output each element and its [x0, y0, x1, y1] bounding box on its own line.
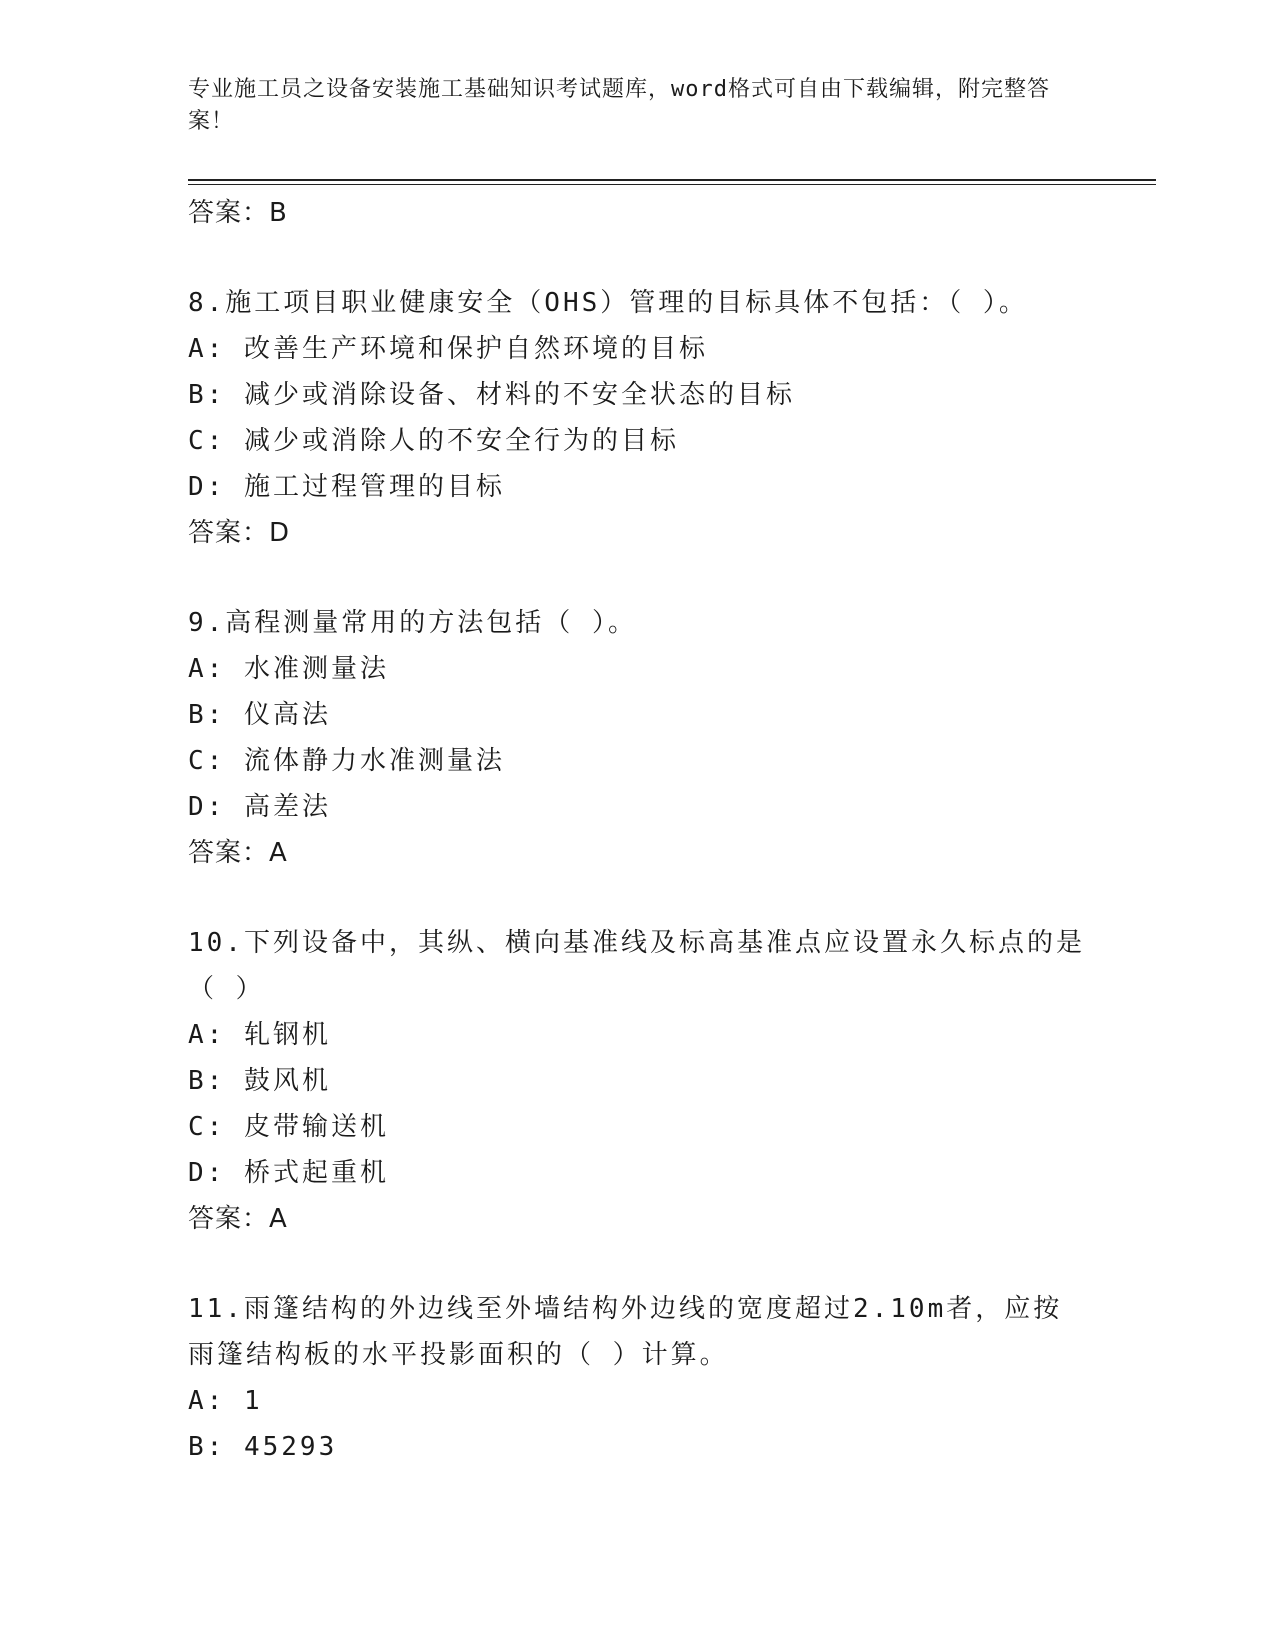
option-a: A: 水准测量法 [188, 654, 389, 684]
header-divider-thin [188, 184, 1156, 185]
option-c: C: 流体静力水准测量法 [188, 746, 505, 776]
option-b: B: 仪高法 [188, 700, 331, 730]
answer-line: 答案：B [188, 198, 288, 228]
answer-line: 答案：D [188, 518, 291, 548]
question-stem: 9.高程测量常用的方法包括（ ）。 [188, 608, 637, 638]
question-list [188, 190, 1088, 1470]
answer-line: 答案：A [188, 838, 288, 868]
option-a: A: 改善生产环境和保护自然环境的目标 [188, 334, 708, 364]
option-d: D: 桥式起重机 [188, 1158, 389, 1188]
option-a: A: 轧钢机 [188, 1020, 331, 1050]
option-b: B: 鼓风机 [188, 1066, 331, 1096]
question-stem: 11.雨篷结构的外边线至外墙结构外边线的宽度超过2.10m者，应按雨篷结构板的水平投影面积的（ ）计算。 [188, 1294, 1063, 1370]
option-d: D: 施工过程管理的目标 [188, 472, 505, 502]
option-d: D: 高差法 [188, 792, 331, 822]
header-divider-thick [188, 179, 1156, 181]
question-stem: 8.施工项目职业健康安全（OHS）管理的目标具体不包括：（ ）。 [188, 288, 1028, 318]
option-b: B: 45293 [188, 1432, 338, 1462]
page-header: 专业施工员之设备安装施工基础知识考试题库，word格式可自由下载编辑，附完整答案！ [188, 77, 1050, 134]
answer-line: 答案：A [188, 1204, 288, 1234]
option-c: C: 减少或消除人的不安全行为的目标 [188, 426, 679, 456]
option-b: B: 减少或消除设备、材料的不安全状态的目标 [188, 380, 795, 410]
option-a: A: 1 [188, 1386, 263, 1416]
option-c: C: 皮带输送机 [188, 1112, 389, 1142]
question-stem: 10.下列设备中，其纵、横向基准线及标高基准点应设置永久标点的是（ ） [188, 928, 1085, 1004]
